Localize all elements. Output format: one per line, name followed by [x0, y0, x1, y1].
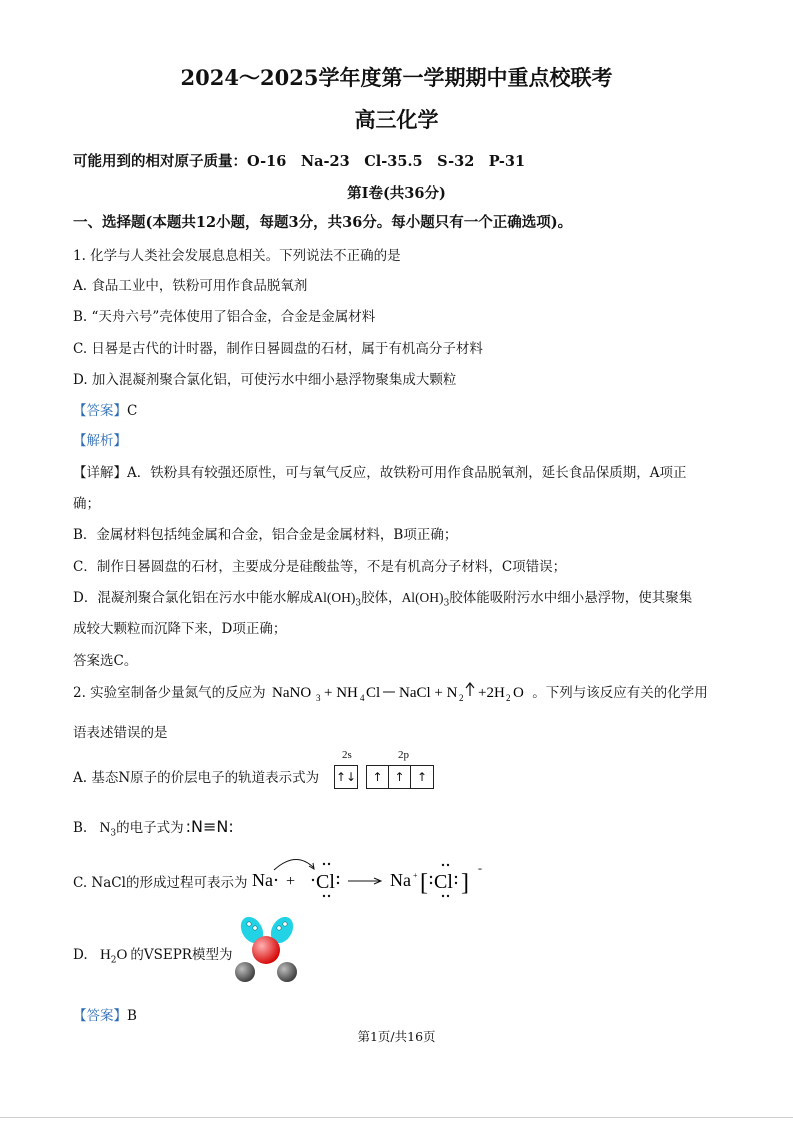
svg-text:-: -: [478, 861, 482, 875]
svg-text:2: 2: [505, 693, 511, 703]
svg-text:+2H: +2H: [477, 685, 505, 701]
svg-text:Cl: Cl: [365, 685, 381, 701]
svg-text:+: +: [413, 871, 418, 880]
q1-option-d: D. 加入混凝剂聚合氯化铝，可使污水中细小悬浮物聚集成大颗粒: [73, 372, 457, 388]
svg-text:Cl: Cl: [316, 871, 335, 893]
up-down-arrow-icon: ↑↓: [335, 770, 357, 784]
q2-answer-value: B: [127, 1008, 137, 1024]
reaction-equation: [270, 681, 528, 703]
svg-text:2: 2: [458, 693, 464, 703]
svg-text:NaNO: NaNO: [271, 685, 312, 701]
page-title: 2024～2025学年度第一学期期中重点校联考: [180, 65, 613, 90]
nacl-formation-diagram: [250, 852, 495, 902]
svg-text:]: ]: [461, 870, 469, 896]
q1-analysis-tag: 【解析】: [73, 433, 127, 449]
page-footer: 第1页/共16页: [357, 1029, 436, 1044]
q1-detail-a: 【详解】A．铁粉具有较强还原性，可与氧气反应，故铁粉可用作食品脱氧剂，延长食品保质期，A项正: [73, 465, 687, 481]
q2-option-d: D. $H_2O$ 的VSEPR模型为: [73, 947, 233, 966]
q1-option-b: B. “天舟六号”壳体使用了铝合金，合金是金属材料: [73, 309, 376, 325]
svg-text:O: O: [512, 685, 524, 701]
section-title: 第Ⅰ卷(共36分): [347, 185, 446, 202]
q1-detail-c: C．制作日晷圆盘的石材，主要成分是硅酸盐等，不是有机高分子材料，C项错误；: [73, 559, 567, 575]
atomic-mass-line: 可能用到的相对原子质量：O-16 Na-23 Cl-35.5 S-32 P-31: [73, 153, 526, 170]
svg-text:Na: Na: [252, 870, 273, 890]
q2-stem-cont: 语表述错误的是: [73, 725, 168, 741]
orbital-2s-box: [334, 765, 358, 789]
q1-detail-d-cont: 成较大颗粒而沉降下来，D项正确；: [73, 621, 287, 637]
svg-text:+: +: [286, 873, 296, 890]
q1-option-c: C. 日晷是古代的计时器，制作日晷圆盘的石材，属于有机高分子材料: [73, 341, 483, 357]
orbital-2p-box: [366, 765, 434, 789]
svg-text:4: 4: [359, 693, 365, 703]
answer-tag: 【答案】: [73, 403, 127, 419]
svg-text:NaCl + N: NaCl + N: [398, 685, 458, 701]
orbital-2p-label: 2p: [398, 749, 409, 761]
answer-tag: 【答案】: [73, 1008, 127, 1024]
q2-option-c: C. NaCl的形成过程可表示为: [73, 875, 248, 891]
svg-text:+ NH: + NH: [323, 685, 358, 701]
q1-stem: 1. 化学与人类社会发展息息相关。下列说法不正确的是: [73, 248, 401, 264]
q2-option-b: B. $N_3$的电子式为 :N≡N:: [73, 817, 234, 839]
svg-text:Na: Na: [390, 870, 411, 890]
svg-text:3: 3: [315, 693, 321, 703]
q1-answer: [73, 399, 137, 419]
up-arrow-icon: ↑: [416, 770, 428, 784]
q2-option-a: A. 基态N原子的价层电子的轨道表示式为: [73, 770, 320, 786]
q1-answer-value: C: [127, 403, 138, 419]
q2-answer: [73, 1004, 137, 1024]
vsepr-model-icon: [230, 912, 305, 987]
up-arrow-icon: ↑: [389, 766, 411, 788]
up-arrow-icon: ↑: [367, 766, 389, 788]
svg-text:Cl: Cl: [434, 871, 453, 893]
detail-tag: 【详解】: [73, 465, 127, 481]
svg-text:[: [: [420, 870, 428, 896]
q1-detail-d: D．混凝剂聚合氯化铝在污水中能水解成$Al(OH)_3$胶体，$Al(OH)_3$胶体能吸附污水中细小悬浮物，使其聚集: [73, 590, 693, 609]
q1-detail-a-cont: 确；: [73, 496, 100, 512]
q1-detail-b: B．金属材料包括纯金属和合金，铝合金是金属材料，B项正确；: [73, 527, 458, 543]
part-one-heading: 一、选择题(本题共12小题，每题3分，共36分。每小题只有一个正确选项)。: [73, 214, 573, 231]
q1-conclusion: 答案选C。: [73, 653, 138, 669]
bottom-divider: [0, 1117, 793, 1118]
q2-stem: 2. 实验室制备少量氮气的反应为 NaNO 3 + NH 4 Cl NaCl + N 2 +2H 2 O 。下列与该反应有关的化学用: [73, 681, 708, 703]
orbital-2s-label: 2s: [342, 749, 352, 761]
page-subtitle: 高三化学: [354, 107, 439, 132]
n2-electron-formula: :N≡N:: [185, 817, 234, 836]
q1-option-a: A. 食品工业中，铁粉可用作食品脱氧剂: [73, 278, 308, 294]
